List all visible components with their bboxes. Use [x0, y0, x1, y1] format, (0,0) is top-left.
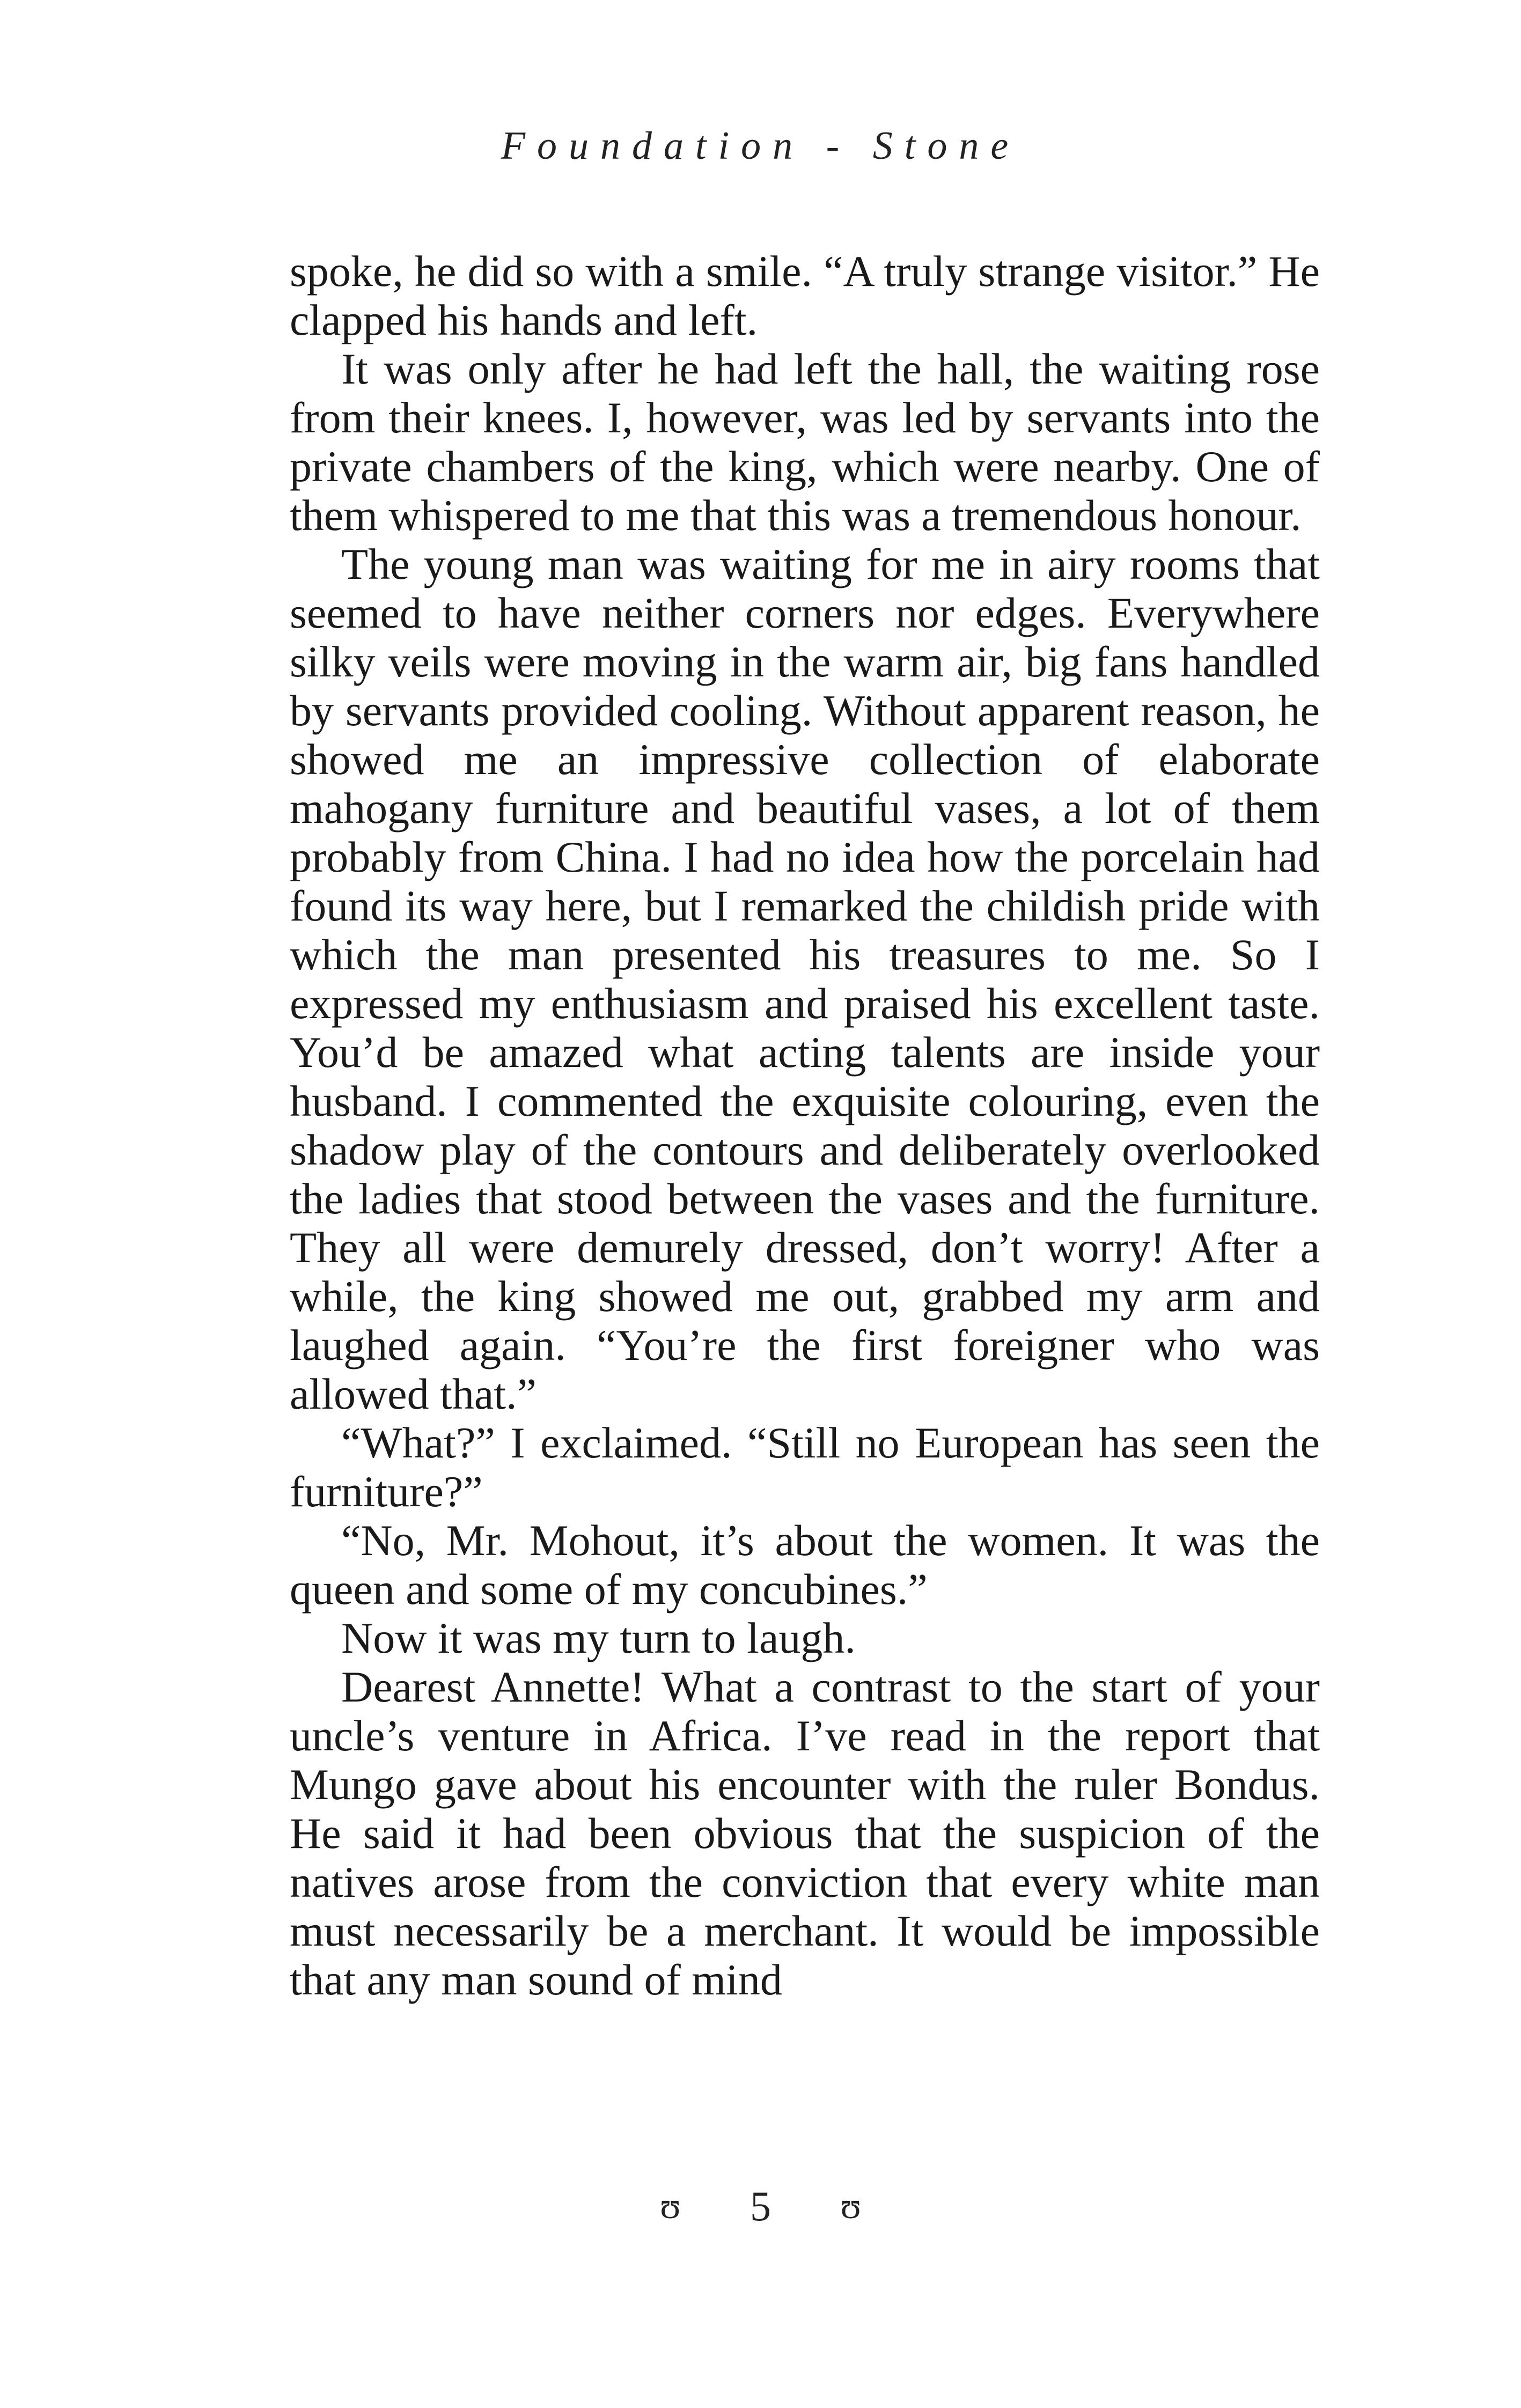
paragraph: spoke, he did so with a smile. “A truly strange visitor.” He clapped his hands and left. [290, 247, 1320, 344]
paragraph: “What?” I exclaimed. “Still no European has seen the furniture?” [290, 1418, 1320, 1516]
page-number: 5 [750, 2183, 771, 2230]
page-footer [0, 2178, 1521, 2230]
right-ornament-icon: ʊ [840, 2185, 861, 2227]
paragraph: Dearest Annette! What a contrast to the start of your uncle’s venture in Africa. I’ve read in the report that Mungo gave about his encounter with the ruler Bondus. He said it had been obvious that the suspicion of the natives arose from the conviction that every white man must necessarily be a merchant. It would be impossible that any man sound of mind [290, 1662, 1320, 2004]
left-ornament-icon: ʊ [660, 2185, 681, 2227]
paragraph: It was only after he had left the hall, the waiting rose from their knees. I, however, was led by servants into the private chambers of the king, which were nearby. One of them whispered to me that this was a tremendous honour. [290, 344, 1320, 540]
paragraph: “No, Mr. Mohout, it’s about the women. It was the queen and some of my concubines.” [290, 1516, 1320, 1614]
paragraph: Now it was my turn to laugh. [341, 1614, 856, 1662]
paragraph: The young man was waiting for me in airy rooms that seemed to have neither corners nor edges. Everywhere silky veils were moving in the warm air, big fans handled by servants provided cooling. Without apparent reason, he showed me an impressive collection of elaborate mahogany furniture and beautiful vases, a lot of them probably from China. I had no idea how the porcelain had found its way here, but I remarked the childish pride with which the man presented his treasures to me. So I expressed my enthusiasm and praised his excellent taste. You’d be amazed what acting talents are inside your husband. I commented the exquisite colouring, even the shadow play of the contours and deliberately overlooked the ladies that stood between the vases and the furniture. They all were demurely dressed, don’t worry! After a while, the king showed me out, grabbed my arm and laughed again. “You’re the first foreigner who was allowed that.” [290, 540, 1320, 1418]
running-head: Foundation - Stone [501, 124, 1020, 168]
body-text [290, 247, 1320, 2004]
